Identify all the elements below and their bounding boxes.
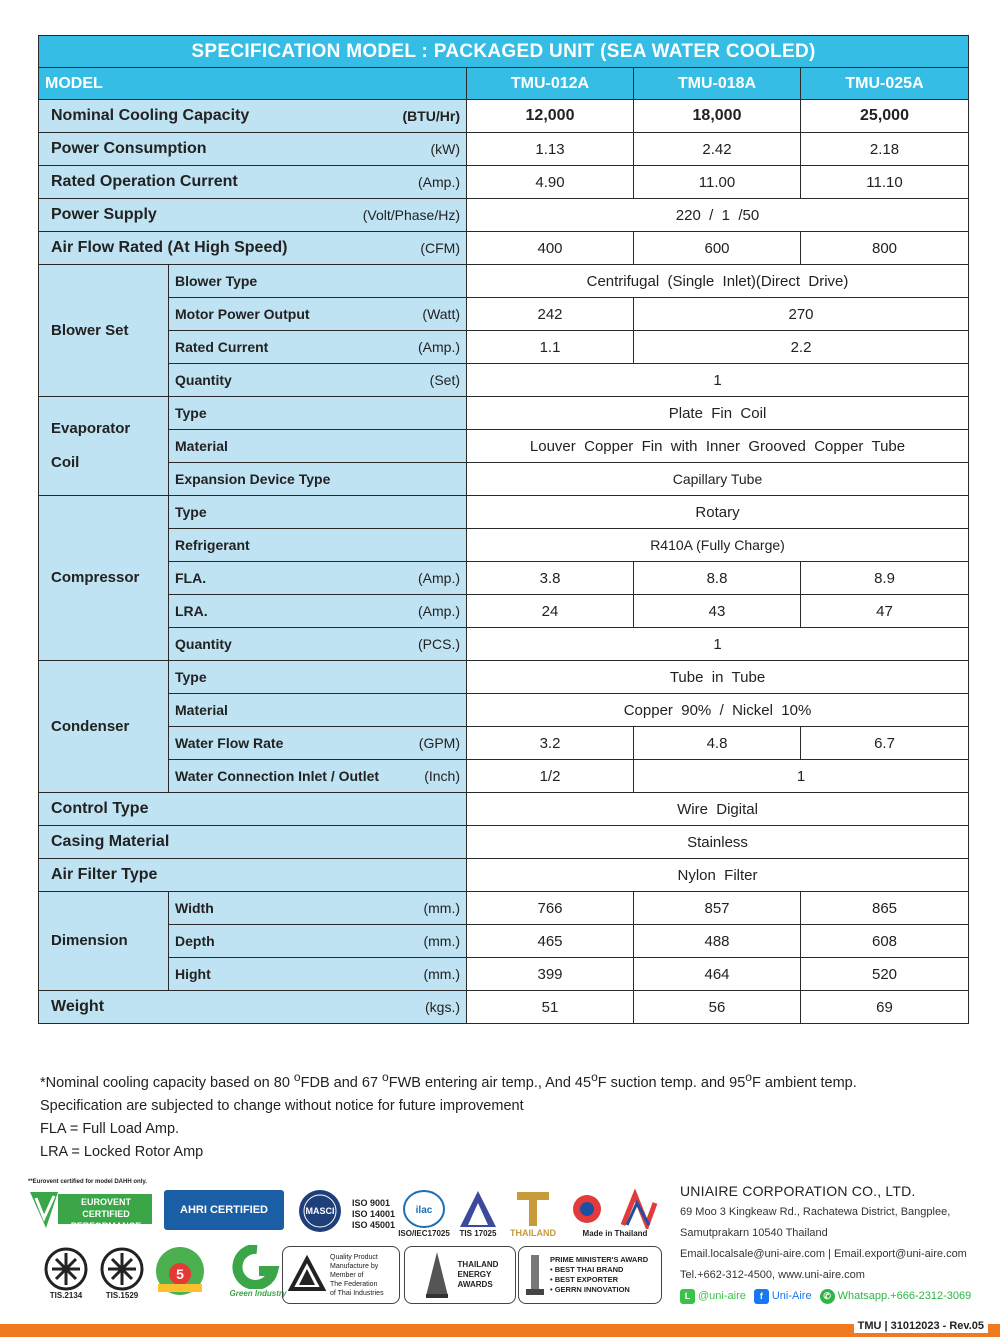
model-2: TMU-018A — [634, 68, 801, 100]
row-label: Refrigerant — [175, 536, 250, 553]
row-label: Hight — [175, 966, 211, 982]
value: 270 — [634, 298, 969, 331]
company-name: UNIAIRE CORPORATION CO., LTD. — [680, 1183, 916, 1199]
row-power-consumption — [39, 133, 969, 166]
value: 25,000 — [801, 100, 969, 133]
row-power-supply — [39, 199, 969, 232]
row-unit: (Amp.) — [418, 570, 460, 586]
svg-text:5: 5 — [176, 1266, 184, 1282]
value: 24 — [467, 595, 634, 628]
row-unit: (PCS.) — [418, 636, 460, 652]
value: 6.7 — [801, 727, 969, 760]
row-cond-type — [39, 661, 969, 694]
value: Stainless — [467, 826, 969, 859]
value: 2.42 — [634, 133, 801, 166]
row-dim-width — [39, 892, 969, 925]
made-in-thailand-logo: Made in Thailand — [562, 1186, 668, 1240]
note-specification: Specification are subjected to change without notice for future improvement — [40, 1097, 524, 1114]
footer-bar — [0, 1324, 1000, 1337]
row-label: Motor Power Output — [175, 306, 310, 322]
row-evap-expansion — [39, 463, 969, 496]
value: 69 — [801, 991, 969, 1024]
row-label: Type — [175, 503, 207, 520]
company-email: Email.localsale@uni-aire.com | Email.export@uni-aire.com — [680, 1248, 967, 1260]
group-condenser: Condenser — [39, 661, 169, 793]
value: 464 — [634, 958, 801, 991]
row-evap-type — [39, 397, 969, 430]
value: 11.10 — [801, 166, 969, 199]
value: 488 — [634, 925, 801, 958]
company-address-line2: Samutprakarn 10540 Thailand — [680, 1227, 828, 1239]
row-unit: (CFM) — [420, 240, 460, 256]
value: Copper 90% / Nickel 10% — [467, 694, 969, 727]
value: 1 — [467, 364, 969, 397]
line-link[interactable]: L @uni-aire — [680, 1286, 746, 1307]
value: Capillary Tube — [467, 463, 969, 496]
model-1: TMU-012A — [467, 68, 634, 100]
iso-list: ISO 9001 ISO 14001 ISO 45001 — [352, 1197, 396, 1230]
note-lra: LRA = Locked Rotor Amp — [40, 1143, 204, 1160]
row-label: Material — [175, 701, 228, 718]
value: Tube in Tube — [467, 661, 969, 694]
group-evaporator-coil — [39, 397, 169, 496]
footer-doc-code: TMU | 31012023 - Rev.05 — [854, 1320, 988, 1333]
value: 2.18 — [801, 133, 969, 166]
value: Wire Digital — [467, 793, 969, 826]
row-label: Type — [175, 668, 207, 685]
value: 8.9 — [801, 562, 969, 595]
value: 465 — [467, 925, 634, 958]
certification-logos — [28, 1186, 668, 1306]
value: 51 — [467, 991, 634, 1024]
row-label: Quantity — [175, 636, 232, 652]
svg-text:ilac: ilac — [415, 1204, 433, 1216]
value: 3.8 — [467, 562, 634, 595]
company-tel: Tel.+662-312-4500, www.uni-aire.com — [680, 1269, 865, 1281]
row-unit: (Amp.) — [418, 339, 460, 355]
row-label: Material — [175, 437, 228, 454]
row-label: Control Type — [51, 800, 149, 817]
value: Rotary — [467, 496, 969, 529]
row-label: Rated Operation Current — [51, 173, 238, 190]
row-motor-power — [39, 298, 969, 331]
value: R410A (Fully Charge) — [467, 529, 969, 562]
row-cond-flow — [39, 727, 969, 760]
row-label: Quantity — [175, 372, 232, 388]
row-unit: (Volt/Phase/Hz) — [362, 207, 460, 223]
row-control-type — [39, 793, 969, 826]
energy-awards-logo: THAILAND ENERGY AWARDS — [404, 1246, 516, 1304]
row-label: Power Supply — [51, 206, 157, 223]
value: 400 — [467, 232, 634, 265]
ahri-logo: AHRI CERTIFIED — [164, 1190, 284, 1230]
value: Plate Fin Coil — [467, 397, 969, 430]
group-blower-set: Blower Set — [39, 265, 169, 397]
header-row — [39, 68, 969, 100]
fti-logo: Quality Product Manufacture by Member of The Federation of Thai Industries — [282, 1246, 400, 1304]
row-label: Depth — [175, 933, 215, 949]
row-unit: (kgs.) — [425, 999, 460, 1015]
value: 399 — [467, 958, 634, 991]
row-weight — [39, 991, 969, 1024]
row-air-filter — [39, 859, 969, 892]
row-label: FLA. — [175, 570, 207, 586]
social-links — [680, 1286, 990, 1307]
row-casing — [39, 826, 969, 859]
value: 3.2 — [467, 727, 634, 760]
row-blower-type — [39, 265, 969, 298]
value: 4.90 — [467, 166, 634, 199]
model-label: MODEL — [39, 68, 467, 100]
value: 242 — [467, 298, 634, 331]
row-label: Rated Current — [175, 339, 269, 355]
group-compressor: Compressor — [39, 496, 169, 661]
title-row — [39, 36, 969, 68]
row-label: Water Connection Inlet / Outlet — [175, 768, 380, 784]
row-unit: (Inch) — [424, 768, 460, 784]
row-evap-material — [39, 430, 969, 463]
row-label: Air Filter Type — [51, 866, 158, 883]
row-air-flow — [39, 232, 969, 265]
row-rated-current — [39, 166, 969, 199]
spec-table — [38, 35, 969, 1024]
value: 1 — [634, 760, 969, 793]
tis2134-logo: TIS.2134 — [42, 1242, 90, 1304]
value: 47 — [801, 595, 969, 628]
group-dimension: Dimension — [39, 892, 169, 991]
row-blower-current — [39, 331, 969, 364]
group-line: Evaporator — [51, 420, 131, 437]
prime-minister-award-logo: PRIME MINISTER'S AWARD • BEST THAI BRAND • BEST EXPORTER • GERRN INNOVATION — [518, 1246, 662, 1304]
masci-logo: MASCI — [290, 1188, 350, 1234]
value: 8.8 — [634, 562, 801, 595]
row-unit: (mm.) — [423, 933, 460, 949]
value: 4.8 — [634, 727, 801, 760]
row-unit: (GPM) — [418, 735, 460, 751]
value: 1 — [467, 628, 969, 661]
value: 766 — [467, 892, 634, 925]
value: 220 / 1 /50 — [467, 199, 969, 232]
note-cooling-basis: *Nominal cooling capacity based on 80 $^o$FDB and 67 $^o$FWB entering air temp., And 45$^o$F suction temp. and 95$^o$F ambient temp. — [40, 1070, 857, 1091]
row-label: Air Flow Rated (At High Speed) — [51, 239, 288, 256]
row-unit: (BTU/Hr) — [402, 108, 460, 124]
row-label: Type — [175, 404, 207, 421]
value: 2.2 — [634, 331, 969, 364]
eurovent-logo: EUROVENT CERTIFIED PERFORMANCE — [28, 1188, 154, 1232]
row-label: Water Flow Rate — [175, 735, 284, 751]
value: 520 — [801, 958, 969, 991]
value: Nylon Filter — [467, 859, 969, 892]
row-unit: (mm.) — [423, 900, 460, 916]
ilac-logo: ilac ISO/IEC17025 — [398, 1186, 450, 1240]
value: 600 — [634, 232, 801, 265]
note-fla: FLA = Full Load Amp. — [40, 1120, 180, 1137]
row-label: Width — [175, 900, 214, 916]
row-label: Expansion Device Type — [175, 470, 331, 487]
row-dim-depth — [39, 925, 969, 958]
row-blower-quantity — [39, 364, 969, 397]
value: 1.1 — [467, 331, 634, 364]
whatsapp-icon: ✆ — [820, 1289, 835, 1304]
row-cond-connection — [39, 760, 969, 793]
row-comp-lra — [39, 595, 969, 628]
row-comp-fla — [39, 562, 969, 595]
value: 43 — [634, 595, 801, 628]
value: Louver Copper Fin with Inner Grooved Copper Tube — [467, 430, 969, 463]
tis17025-logo: TIS 17025 — [452, 1186, 504, 1240]
whatsapp-link[interactable]: ✆ Whatsapp.+666-2312-3069 — [820, 1286, 972, 1307]
row-cooling — [39, 100, 969, 133]
value: 857 — [634, 892, 801, 925]
row-label: Nominal Cooling Capacity — [51, 107, 250, 124]
value: 18,000 — [634, 100, 801, 133]
value: 1/2 — [467, 760, 634, 793]
row-cond-material — [39, 694, 969, 727]
row-label: Power Consumption — [51, 140, 207, 157]
row-dim-hight — [39, 958, 969, 991]
value: 1.13 — [467, 133, 634, 166]
value: 12,000 — [467, 100, 634, 133]
row-comp-type — [39, 496, 969, 529]
energy-label-icon — [152, 1244, 208, 1298]
row-unit: (Amp.) — [418, 603, 460, 619]
company-info — [680, 1181, 990, 1307]
spec-title: SPECIFICATION MODEL : PACKAGED UNIT (SEA WATER COOLED) — [39, 36, 969, 68]
footnotes — [40, 1066, 857, 1164]
model-3: TMU-025A — [801, 68, 969, 100]
row-unit: (Watt) — [422, 306, 460, 322]
value: Centrifugal (Single Inlet)(Direct Drive) — [467, 265, 969, 298]
row-label: Casing Material — [51, 833, 170, 850]
company-address-line1: 69 Moo 3 Kingkeaw Rd., Rachatewa District, Bangplee, — [680, 1206, 951, 1218]
row-comp-refrigerant — [39, 529, 969, 562]
value: 800 — [801, 232, 969, 265]
facebook-link[interactable]: f Uni-Aire — [754, 1286, 812, 1307]
facebook-icon: f — [754, 1289, 769, 1304]
row-unit: (mm.) — [423, 966, 460, 982]
group-line: Coil — [51, 454, 80, 471]
row-unit: (Set) — [429, 372, 460, 388]
eurovent-note: **Eurovent certified for model DAHH only. — [28, 1179, 147, 1185]
row-label: Weight — [51, 998, 105, 1015]
row-label: Blower Type — [175, 272, 258, 289]
green-industry-logo: Green Industry — [212, 1242, 304, 1300]
value: 865 — [801, 892, 969, 925]
value: 56 — [634, 991, 801, 1024]
row-label: LRA. — [175, 603, 208, 619]
thailand-trusted-logo: THAILAND — [506, 1186, 560, 1240]
row-comp-quantity — [39, 628, 969, 661]
tis1529-logo: TIS.1529 — [98, 1242, 146, 1304]
value: 608 — [801, 925, 969, 958]
row-unit: (Amp.) — [418, 174, 460, 190]
row-unit: (kW) — [430, 141, 460, 157]
line-icon: L — [680, 1289, 695, 1304]
value: 11.00 — [634, 166, 801, 199]
